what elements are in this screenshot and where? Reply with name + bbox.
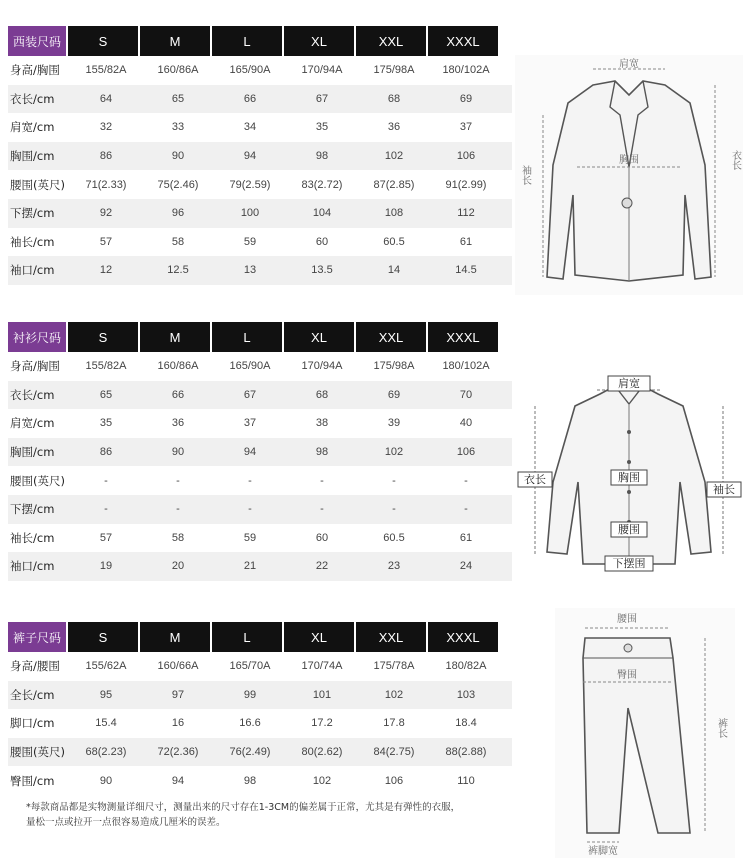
table-cell: 102: [384, 688, 404, 701]
table-cell: 106: [384, 774, 404, 787]
table-cell: 87(2.85): [373, 178, 415, 191]
table-cell: 61: [459, 235, 473, 248]
size-header-l: L: [212, 622, 282, 652]
table-cell: 66: [171, 388, 185, 401]
table-cell: 90: [171, 446, 185, 459]
table-cell: 75(2.46): [157, 178, 199, 191]
table-row: [8, 142, 512, 171]
table-cell: 33: [171, 121, 185, 134]
row-label: 衣长/cm: [10, 91, 55, 106]
table-cell: 69: [459, 92, 473, 105]
suit-chest-label: 胸围: [619, 155, 639, 166]
table-cell: 69: [387, 388, 401, 401]
table-cell: 165/70A: [229, 660, 271, 673]
pants-table-header: [8, 622, 512, 652]
table-cell: 59: [243, 531, 257, 544]
table-cell: 61: [459, 531, 473, 544]
table-cell: 180/102A: [442, 360, 490, 373]
table-cell: 65: [171, 92, 185, 105]
table-cell: 16.6: [239, 717, 261, 730]
table-row: [8, 495, 512, 524]
size-header-m: M: [140, 622, 210, 652]
table-row: [8, 85, 512, 114]
table-cell: 35: [99, 417, 113, 430]
table-cell: 98: [315, 446, 329, 459]
row-label: 衣长/cm: [10, 387, 55, 402]
table-row: [8, 113, 512, 142]
table-cell: 58: [171, 531, 185, 544]
table-cell: 60: [315, 235, 329, 248]
size-header-xxxl: XXXL: [428, 26, 498, 56]
table-cell: 91(2.99): [445, 178, 487, 191]
row-label: 肩宽/cm: [10, 120, 55, 135]
measurement-note: *每款商品都是实物测量详细尺寸，测量出来的尺寸存在1-3CM的偏差属于正常，尤其是有弹性的衣服，量松一点或拉开一点很容易造成几厘米的误差。: [26, 802, 461, 828]
shirt-table-body: [8, 352, 512, 581]
table-cell: 68(2.23): [85, 746, 127, 759]
table-cell: 84(2.75): [373, 746, 415, 759]
suit-table-body: [8, 56, 512, 285]
pants-table-title: 裤子尺码: [8, 622, 66, 652]
table-cell: 18.4: [455, 717, 477, 730]
shirt-chest-label: 胸围: [618, 471, 640, 484]
table-cell: 58: [171, 235, 185, 248]
suit-sleeve-label: 袖长: [519, 165, 531, 185]
table-cell: -: [320, 503, 324, 516]
table-cell: 64: [99, 92, 113, 105]
shirt-hem-label: 下摆围: [612, 557, 646, 570]
table-cell: 36: [387, 121, 401, 134]
table-cell: -: [464, 503, 468, 516]
table-cell: 80(2.62): [301, 746, 343, 759]
size-header-l: L: [212, 322, 282, 352]
shirt-shoulder-label: 肩宽: [618, 377, 640, 390]
suit-jacket-diagram: [515, 55, 743, 295]
table-row: [8, 552, 512, 581]
table-cell: 180/82A: [445, 660, 487, 673]
row-label: 腰围(英尺): [10, 473, 65, 488]
table-cell: -: [248, 503, 252, 516]
size-header-s: S: [68, 26, 138, 56]
row-label: 腰围(英尺): [10, 177, 65, 192]
row-label: 肩宽/cm: [10, 416, 55, 431]
size-header-xl: XL: [284, 322, 354, 352]
table-cell: 102: [312, 774, 332, 787]
table-cell: 99: [243, 688, 257, 701]
row-label: 臀围/cm: [10, 773, 55, 788]
table-cell: 19: [99, 560, 113, 573]
row-label: 腰围(英尺): [10, 745, 65, 760]
table-cell: 67: [243, 388, 257, 401]
table-cell: 160/86A: [157, 360, 199, 373]
size-header-l: L: [212, 26, 282, 56]
table-cell: 98: [243, 774, 257, 787]
table-cell: -: [464, 474, 468, 487]
table-cell: 100: [240, 207, 260, 220]
table-row: [8, 381, 512, 410]
table-cell: 108: [384, 207, 404, 220]
table-cell: 97: [171, 688, 185, 701]
table-cell: 155/82A: [85, 64, 127, 77]
size-header-xl: XL: [284, 26, 354, 56]
suit-table-title: 西装尺码: [8, 26, 66, 56]
size-header-xl: XL: [284, 622, 354, 652]
table-row: [8, 524, 512, 553]
size-header-m: M: [140, 26, 210, 56]
table-cell: 20: [171, 560, 185, 573]
size-header-xxl: XXL: [356, 26, 426, 56]
table-cell: 35: [315, 121, 329, 134]
table-cell: 32: [99, 121, 113, 134]
table-cell: 76(2.49): [229, 746, 271, 759]
table-cell: 15.4: [95, 717, 117, 730]
table-cell: 155/62A: [85, 660, 127, 673]
table-cell: 160/66A: [157, 660, 199, 673]
table-cell: 39: [387, 417, 401, 430]
table-cell: 37: [459, 121, 473, 134]
table-cell: 38: [315, 417, 329, 430]
table-cell: 170/94A: [301, 64, 343, 77]
table-cell: 155/82A: [85, 360, 127, 373]
pants-hip-label: 臀围: [617, 670, 637, 681]
table-cell: 57: [99, 235, 113, 248]
table-cell: 71(2.33): [85, 178, 127, 191]
table-cell: 57: [99, 531, 113, 544]
shirt-size-table: [8, 322, 512, 581]
table-cell: 170/94A: [301, 360, 343, 373]
table-cell: 170/74A: [301, 660, 343, 673]
row-label: 脚口/cm: [10, 716, 55, 731]
table-cell: -: [392, 503, 396, 516]
table-row: [8, 409, 512, 438]
table-cell: 17.8: [383, 717, 405, 730]
shirt-sleeve-label: 袖长: [713, 483, 735, 496]
table-cell: 86: [99, 150, 113, 163]
table-cell: 60.5: [383, 235, 405, 248]
table-cell: -: [392, 474, 396, 487]
table-cell: 103: [456, 688, 476, 701]
table-cell: 68: [315, 388, 329, 401]
table-cell: 60.5: [383, 531, 405, 544]
size-header-m: M: [140, 322, 210, 352]
table-cell: 14: [387, 264, 401, 277]
size-header-xxxl: XXXL: [428, 322, 498, 352]
row-label: 袖口/cm: [10, 559, 55, 574]
row-label: 袖口/cm: [10, 263, 55, 278]
table-cell: 175/98A: [373, 360, 415, 373]
table-cell: 175/98A: [373, 64, 415, 77]
table-cell: 110: [457, 774, 475, 787]
table-cell: 165/90A: [229, 360, 271, 373]
table-cell: 175/78A: [373, 660, 415, 673]
row-label: 袖长/cm: [10, 530, 55, 545]
row-label: 胸围/cm: [10, 445, 55, 460]
table-cell: 14.5: [455, 264, 477, 277]
table-row: [8, 738, 512, 767]
size-header-s: S: [68, 322, 138, 352]
table-cell: 13: [243, 264, 257, 277]
table-cell: 98: [315, 150, 329, 163]
table-cell: 65: [99, 388, 113, 401]
table-cell: 102: [384, 150, 404, 163]
table-cell: 24: [459, 560, 473, 573]
table-cell: 101: [312, 688, 332, 701]
suit-size-table: [8, 26, 512, 285]
table-cell: 59: [243, 235, 257, 248]
table-cell: 17.2: [311, 717, 333, 730]
table-cell: 79(2.59): [229, 178, 271, 191]
table-cell: 40: [459, 417, 473, 430]
row-label: 胸围/cm: [10, 149, 55, 164]
table-cell: 96: [171, 207, 185, 220]
row-label: 下摆/cm: [10, 502, 55, 517]
table-cell: 83(2.72): [301, 178, 343, 191]
table-row: [8, 56, 512, 85]
table-cell: -: [104, 474, 108, 487]
row-label: 身高/腰围: [10, 659, 60, 674]
table-cell: 86: [99, 446, 113, 459]
table-cell: 94: [171, 774, 185, 787]
table-cell: 94: [243, 150, 257, 163]
shirt-diagram: [515, 372, 743, 577]
table-cell: 60: [315, 531, 329, 544]
table-row: [8, 681, 512, 710]
table-row: [8, 766, 512, 795]
shirt-waist-label: 腰围: [618, 523, 640, 536]
shirt-table-title: 衬衫尺码: [8, 322, 66, 352]
table-cell: 94: [243, 446, 257, 459]
table-cell: 90: [99, 774, 113, 787]
table-row: [8, 199, 512, 228]
table-cell: 34: [243, 121, 257, 134]
table-cell: 90: [171, 150, 185, 163]
suit-length-label: 衣长: [729, 150, 741, 170]
table-cell: 67: [315, 92, 329, 105]
table-cell: 13.5: [311, 264, 333, 277]
pants-size-table: [8, 622, 512, 795]
pants-hem-label: 裤脚宽: [588, 846, 618, 857]
table-cell: 104: [312, 207, 332, 220]
table-row: [8, 709, 512, 738]
table-cell: 37: [243, 417, 257, 430]
table-cell: 12: [99, 264, 113, 277]
row-label: 全长/cm: [10, 687, 55, 702]
size-header-s: S: [68, 622, 138, 652]
table-cell: 160/86A: [157, 64, 199, 77]
size-header-xxl: XXL: [356, 622, 426, 652]
table-cell: 92: [99, 207, 113, 220]
table-row: [8, 256, 512, 285]
table-row: [8, 170, 512, 199]
suit-table-header: [8, 26, 512, 56]
table-cell: 88(2.88): [445, 746, 487, 759]
table-cell: -: [248, 474, 252, 487]
table-cell: -: [176, 503, 180, 516]
table-cell: 95: [99, 688, 113, 701]
row-label: 身高/胸围: [10, 359, 60, 374]
table-row: [8, 466, 512, 495]
row-label: 袖长/cm: [10, 234, 55, 249]
table-cell: 72(2.36): [157, 746, 199, 759]
table-row: [8, 438, 512, 467]
table-cell: 112: [457, 207, 475, 220]
shirt-length-label: 衣长: [524, 473, 546, 486]
row-label: 下摆/cm: [10, 206, 55, 221]
table-cell: 21: [243, 560, 257, 573]
table-cell: 165/90A: [229, 64, 271, 77]
table-cell: 106: [456, 150, 476, 163]
table-cell: 68: [387, 92, 401, 105]
suit-shoulder-label: 肩宽: [619, 59, 639, 70]
table-cell: -: [176, 474, 180, 487]
table-cell: 16: [171, 717, 185, 730]
table-cell: 106: [456, 446, 476, 459]
table-cell: 23: [387, 560, 401, 573]
table-cell: -: [320, 474, 324, 487]
table-row: [8, 352, 512, 381]
table-cell: 36: [171, 417, 185, 430]
row-label: 身高/胸围: [10, 63, 60, 78]
pants-diagram: [555, 608, 735, 858]
size-header-xxl: XXL: [356, 322, 426, 352]
pants-table-body: [8, 652, 512, 795]
pants-length-label: 裤长: [715, 718, 727, 738]
table-cell: 12.5: [167, 264, 189, 277]
table-cell: 22: [315, 560, 329, 573]
pants-waist-label: 腰围: [617, 614, 637, 625]
table-cell: 102: [384, 446, 404, 459]
shirt-table-header: [8, 322, 512, 352]
size-header-xxxl: XXXL: [428, 622, 498, 652]
table-cell: -: [104, 503, 108, 516]
table-cell: 66: [243, 92, 257, 105]
table-row: [8, 228, 512, 257]
table-cell: 70: [459, 388, 473, 401]
table-row: [8, 652, 512, 681]
table-cell: 180/102A: [442, 64, 490, 77]
